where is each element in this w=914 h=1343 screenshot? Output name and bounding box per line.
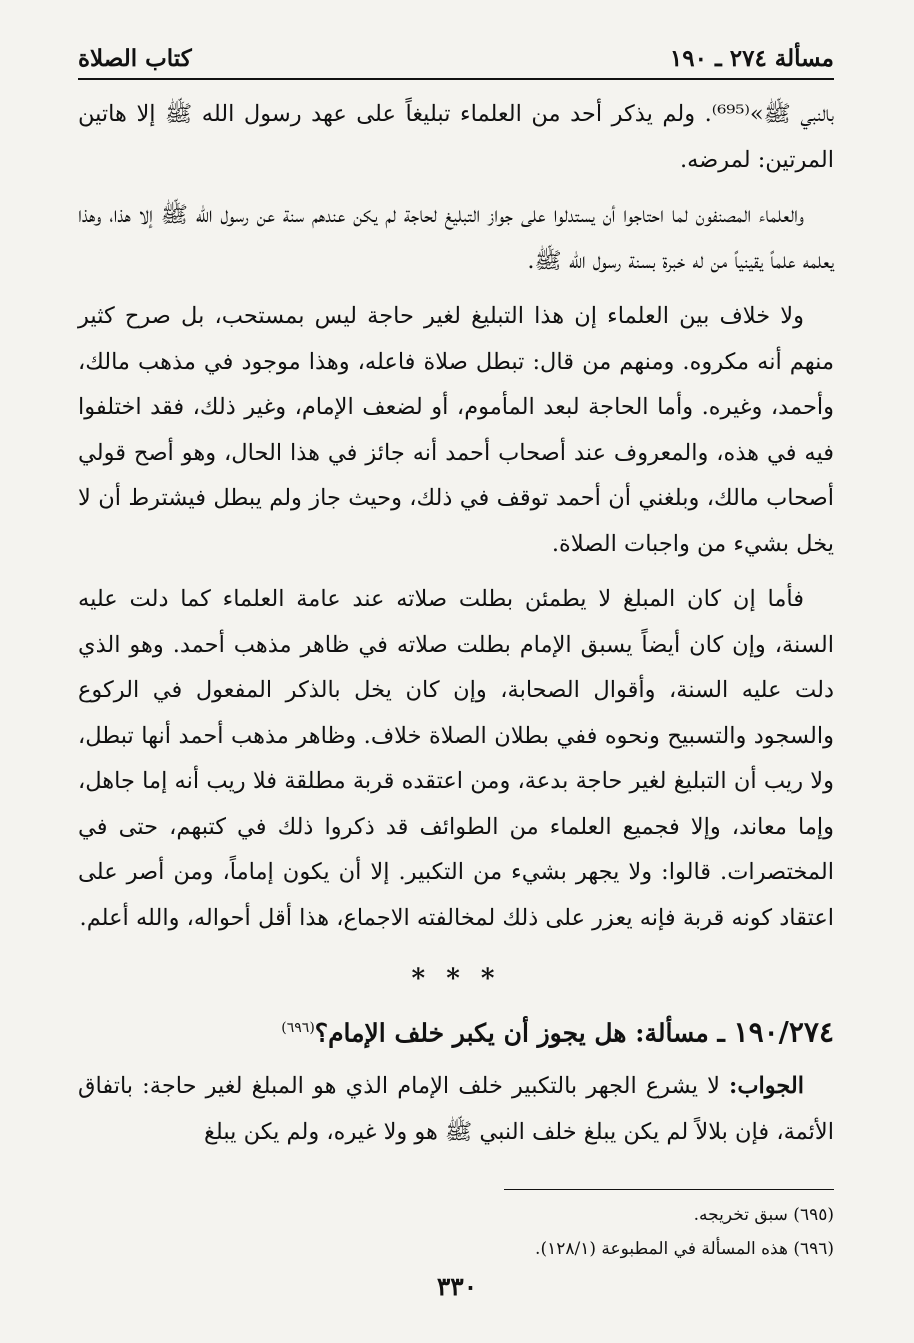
running-header [78, 30, 834, 80]
paragraph-2: والعلماء المصنفون لما احتاجوا أن يستدلوا على جواز التبليغ لحاجة لم يكن عندهم سنة عن رسول الله ﷺ إلا هذا، وهذا يعلمه علماً يقينياً من له خبرة بسنة رسول الله ﷺ. [78, 202, 834, 274]
paragraph-3: ولا خلاف بين العلماء إن هذا التبليغ لغير حاجة ليس بمستحب، بل صرح كثير منهم أنه مكروه. ومنهم من قال: تبطل صلاة فاعله، وهذا موجود في مذهب مالك، وأحمد، وغيره. وأما الحاجة لبعد المأموم، أو لضعف الإمام، وغير ذلك، فقد اختلفوا فيه في هذه، والمعروف عند أصحاب أحمد أنه جائز في هذا الحال، وهو أصح قولي أصحاب مالك، وبلغني أن أحمد توقف في ذلك، وحيث جاز ولم يبطل فيشترط أن لا يخل بشيء من واجبات الصلاة. [78, 303, 834, 557]
answer-label: الجواب: [729, 1073, 805, 1100]
header-book-title: كتاب الصلاة [78, 45, 192, 72]
page-number: ٣٣٠ [436, 1272, 478, 1301]
section-separator: * * * [411, 964, 501, 994]
paragraph-4: فأما إن كان المبلغ لا يطمئن بطلت صلاته عند عامة العلماء كما دلت عليه السنة، وإن كان أيضاً يسبق الإمام بطلت صلاته في ظاهر مذهب أحمد. وهو الذي دلت عليه السنة، وأقوال الصحابة، وإن كان يخل بالذكر المفعول في الركوع والسجود والتسبيح ونحوه ففي بطلان الصلاة خلاف. وظاهر مذهب أحمد أنها تبطل، ولا ريب أن التبليغ لغير حاجة بدعة، ومن اعتقده قربة مطلقة فلا ريب أنه إما جاهل، وإما معاند، وإلا فجميع العلماء من الطوائف قد ذكروا ذلك في كتبهم، حتى في المختصرات. قالوا: ولا يجهر بشيء من التكبير. إلا أن يكون إماماً، ومن أصر على اعتقاد كونه قربة فإنه يعزر على ذلك لمخالفته الاجماع، هذا أقل أحواله، والله أعلم. [78, 586, 835, 931]
question-label: ـ مسألة: [635, 1018, 725, 1048]
paragraph-1: بالنبي ﷺ»⁽⁶⁹⁵⁾. ولم يذكر أحد من العلماء تبليغاً على عهد رسول الله ﷺ إلا هاتين المرتين: لمرضه. [78, 101, 834, 173]
question-heading [78, 1003, 834, 1058]
main-text [78, 92, 834, 1165]
question-number: ١٩٠/٢٧٤ [733, 1015, 834, 1049]
question-text: هل يجوز أن يكبر خلف الإمام؟ [314, 1018, 627, 1048]
answer-paragraph [78, 1064, 834, 1155]
header-issue-number: مسألة ٢٧٤ ـ ١٩٠ [669, 45, 834, 72]
footnote-695: (٦٩٥) سبق تخريجه. [693, 1205, 834, 1225]
footnote-696: (٦٩٦) هذه المسألة في المطبوعة (١٢٨/١). [535, 1239, 834, 1259]
question-footnote-ref: (٦٩٦) [281, 1020, 315, 1036]
footnote-divider [504, 1189, 834, 1190]
answer-text: لا يشرع الجهر بالتكبير خلف الإمام الذي هو المبلغ لغير حاجة: باتفاق الأئمة، فإن بلالاً لم يكن يبلغ خلف النبي ﷺ هو ولا غيره، ولم يكن يبلغ [78, 1073, 834, 1145]
footnotes [78, 1198, 834, 1266]
